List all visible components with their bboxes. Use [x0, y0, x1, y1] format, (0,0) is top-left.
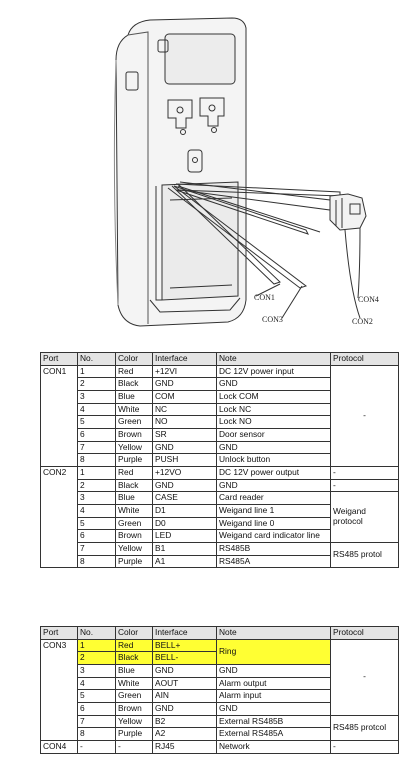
no-cell: 8: [78, 728, 116, 741]
note-cell: GND: [217, 378, 331, 391]
note-cell: GND: [217, 479, 331, 492]
header-no: No.: [78, 627, 116, 640]
label-con4: CON4: [358, 295, 379, 304]
no-cell: 6: [78, 428, 116, 441]
table-row: [41, 639, 399, 652]
note-cell: DC 12V power output: [217, 466, 331, 479]
interface-cell: GND: [153, 702, 217, 715]
header-no: No.: [78, 353, 116, 366]
color-cell: Black: [116, 479, 153, 492]
color-cell: Purple: [116, 728, 153, 741]
interface-cell: B2: [153, 715, 217, 728]
protocol-cell-weigand: Weigand protocol: [331, 492, 399, 543]
note-cell: RS485B: [217, 542, 331, 555]
note-cell: GND: [217, 441, 331, 454]
protocol-cell: -: [331, 365, 399, 466]
interface-cell: B1: [153, 542, 217, 555]
note-cell: Unlock button: [217, 454, 331, 467]
table-row: [41, 479, 399, 492]
no-cell: 8: [78, 454, 116, 467]
interface-cell: SR: [153, 428, 217, 441]
no-cell: 6: [78, 702, 116, 715]
color-cell: White: [116, 403, 153, 416]
no-cell: 2: [78, 378, 116, 391]
note-cell: Door sensor: [217, 428, 331, 441]
label-con3: CON3: [262, 315, 283, 324]
note-cell-ring: Ring: [217, 639, 331, 664]
interface-cell: A2: [153, 728, 217, 741]
note-cell: Alarm output: [217, 677, 331, 690]
table-header-row: [41, 353, 399, 366]
no-cell: 8: [78, 555, 116, 568]
table-row: [41, 466, 399, 479]
header-port: Port: [41, 627, 78, 640]
header-note: Note: [217, 627, 331, 640]
port-cell: CON3: [41, 639, 78, 740]
color-cell: Green: [116, 690, 153, 703]
no-cell: 6: [78, 530, 116, 543]
no-cell: 7: [78, 715, 116, 728]
color-cell: White: [116, 677, 153, 690]
note-cell: Lock NC: [217, 403, 331, 416]
interface-cell: BELL+: [153, 639, 217, 652]
no-cell: 5: [78, 690, 116, 703]
color-cell: Red: [116, 466, 153, 479]
note-cell: GND: [217, 664, 331, 677]
interface-cell: D1: [153, 504, 217, 517]
interface-cell: GND: [153, 479, 217, 492]
color-cell: Red: [116, 365, 153, 378]
color-cell: Brown: [116, 428, 153, 441]
interface-cell: +12VO: [153, 466, 217, 479]
note-cell: Network: [217, 740, 331, 753]
interface-cell: NC: [153, 403, 217, 416]
interface-cell: AOUT: [153, 677, 217, 690]
device-window: [165, 34, 235, 84]
pin-table-con3-con4: [40, 626, 399, 754]
header-color: Color: [116, 627, 153, 640]
header-interface: Interface: [153, 627, 217, 640]
table-row: [41, 492, 399, 505]
note-cell: Alarm input: [217, 690, 331, 703]
no-cell: 4: [78, 504, 116, 517]
protocol-cell-rs485: RS485 protcol: [331, 715, 399, 740]
note-cell: Lock NO: [217, 416, 331, 429]
table-row: [41, 740, 399, 753]
label-con2: CON2: [352, 317, 373, 326]
interface-cell: +12VI: [153, 365, 217, 378]
color-cell: Red: [116, 639, 153, 652]
note-cell: Card reader: [217, 492, 331, 505]
color-cell: Purple: [116, 555, 153, 568]
color-cell: Black: [116, 378, 153, 391]
no-cell: 7: [78, 441, 116, 454]
note-cell: Lock COM: [217, 390, 331, 403]
interface-cell: BELL-: [153, 652, 217, 665]
table-row: [41, 365, 399, 378]
interface-cell: AIN: [153, 690, 217, 703]
interface-cell: D0: [153, 517, 217, 530]
port-cell: CON1: [41, 365, 78, 466]
protocol-cell-rs485: RS485 protol: [331, 542, 399, 567]
color-cell: Blue: [116, 664, 153, 677]
port-cell: CON4: [41, 740, 78, 753]
no-cell: 4: [78, 403, 116, 416]
label-con1: CON1: [254, 293, 275, 302]
color-cell: Yellow: [116, 715, 153, 728]
note-cell: DC 12V power input: [217, 365, 331, 378]
interface-cell: CASE: [153, 492, 217, 505]
interface-cell: RJ45: [153, 740, 217, 753]
interface-cell: GND: [153, 664, 217, 677]
table-row: [41, 542, 399, 555]
note-cell: RS485A: [217, 555, 331, 568]
color-cell: Blue: [116, 492, 153, 505]
interface-cell: GND: [153, 378, 217, 391]
protocol-cell: -: [331, 740, 399, 753]
note-cell: External RS485A: [217, 728, 331, 741]
color-cell: Brown: [116, 702, 153, 715]
port-cell: CON2: [41, 466, 78, 567]
no-cell: 7: [78, 542, 116, 555]
no-cell: 5: [78, 416, 116, 429]
interface-cell: LED: [153, 530, 217, 543]
no-cell: 1: [78, 639, 116, 652]
interface-cell: PUSH: [153, 454, 217, 467]
color-cell: Brown: [116, 530, 153, 543]
color-cell: Yellow: [116, 441, 153, 454]
header-protocol: Protocol: [331, 353, 399, 366]
color-cell: Blue: [116, 390, 153, 403]
no-cell: 3: [78, 390, 116, 403]
header-port: Port: [41, 353, 78, 366]
protocol-cell: -: [331, 639, 399, 715]
interface-cell: COM: [153, 390, 217, 403]
no-cell: 2: [78, 652, 116, 665]
color-cell: Green: [116, 517, 153, 530]
rj45-connector: [330, 194, 366, 230]
interface-cell: GND: [153, 441, 217, 454]
color-cell: Black: [116, 652, 153, 665]
header-note: Note: [217, 353, 331, 366]
color-cell: -: [116, 740, 153, 753]
no-cell: 3: [78, 492, 116, 505]
note-cell: GND: [217, 702, 331, 715]
header-interface: Interface: [153, 353, 217, 366]
protocol-cell: -: [331, 466, 399, 479]
header-color: Color: [116, 353, 153, 366]
no-cell: 5: [78, 517, 116, 530]
interface-cell: NO: [153, 416, 217, 429]
no-cell: 1: [78, 466, 116, 479]
color-cell: White: [116, 504, 153, 517]
no-cell: 2: [78, 479, 116, 492]
protocol-cell: -: [331, 479, 399, 492]
device-wiring-figure: [0, 0, 414, 345]
color-cell: Yellow: [116, 542, 153, 555]
no-cell: 3: [78, 664, 116, 677]
note-cell: External RS485B: [217, 715, 331, 728]
color-cell: Purple: [116, 454, 153, 467]
pin-table-con1-con2: [40, 352, 399, 568]
no-cell: -: [78, 740, 116, 753]
color-cell: Green: [116, 416, 153, 429]
table-header-row: [41, 627, 399, 640]
header-protocol: Protocol: [331, 627, 399, 640]
table-row: [41, 715, 399, 728]
note-cell: Weigand line 1: [217, 504, 331, 517]
note-cell: Weigand card indicator line: [217, 530, 331, 543]
no-cell: 1: [78, 365, 116, 378]
interface-cell: A1: [153, 555, 217, 568]
note-cell: Weigand line 0: [217, 517, 331, 530]
no-cell: 4: [78, 677, 116, 690]
